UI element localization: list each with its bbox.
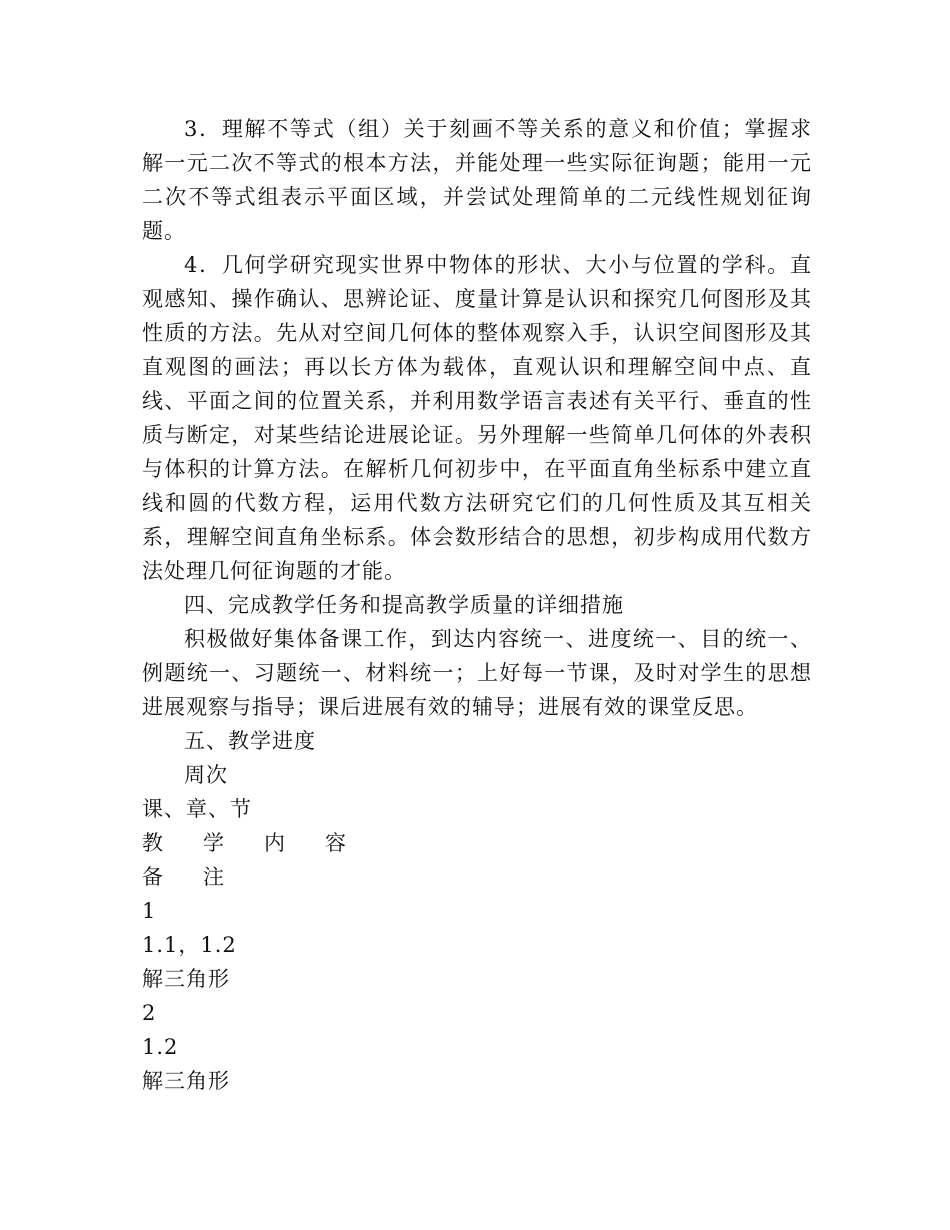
table-header-chapter: 课、章、节 xyxy=(142,797,252,821)
table-header-week: 周次 xyxy=(184,763,228,787)
table-cell-content: 解三角形 xyxy=(142,967,230,991)
table-cell-content: 解三角形 xyxy=(142,1069,230,1093)
section-heading-schedule: 五、教学进度 xyxy=(184,729,316,753)
paragraph-measures: 积极做好集体备课工作，到达内容统一、进度统一、目的统一、例题统一、习题统一、材料统一；上好每一节课，及时对学生的思想进展观察与指导；课后进展有效的辅导；进展有效的课堂反思。 xyxy=(142,627,812,719)
schedule-table xyxy=(142,758,812,1098)
table-cell-week: 1 xyxy=(142,899,157,923)
table-cell-chapter: 1.1，1.2 xyxy=(142,933,237,957)
table-header-note: 备注 xyxy=(142,865,264,889)
table-header-content: 教学内容 xyxy=(142,831,386,855)
document-page xyxy=(142,112,812,1098)
section-heading-measures: 四、完成教学任务和提高教学质量的详细措施 xyxy=(184,593,624,617)
paragraph-item-4: 4．几何学研究现实世界中物体的形状、大小与位置的学科。直观感知、操作确认、思辨论证、度量计算是认识和探究几何图形及其性质的方法。先从对空间几何体的整体观察入手，认识空间图形及其直观图的画法；再以长方体为载体，直观认识和理解空间中点、直线、平面之间的位置关系，并利用数学语言表述有关平行、垂直的性质与断定，对某些结论进展论证。另外理解一些简单几何体的外表积与体积的计算方法。在解析几何初步中，在平面直角坐标系中建立直线和圆的代数方程，运用代数方法研究它们的几何性质及其互相关系，理解空间直角坐标系。体会数形结合的思想，初步构成用代数方法处理几何征询题的才能。 xyxy=(142,253,812,583)
table-cell-week: 2 xyxy=(142,1001,157,1025)
table-cell-chapter: 1.2 xyxy=(142,1035,179,1059)
paragraph-item-3: 3．理解不等式（组）关于刻画不等关系的意义和价值；掌握求解一元二次不等式的根本方法，并能处理一些实际征询题；能用一元二次不等式组表示平面区域，并尝试处理简单的二元线性规划征询题。 xyxy=(142,117,812,243)
